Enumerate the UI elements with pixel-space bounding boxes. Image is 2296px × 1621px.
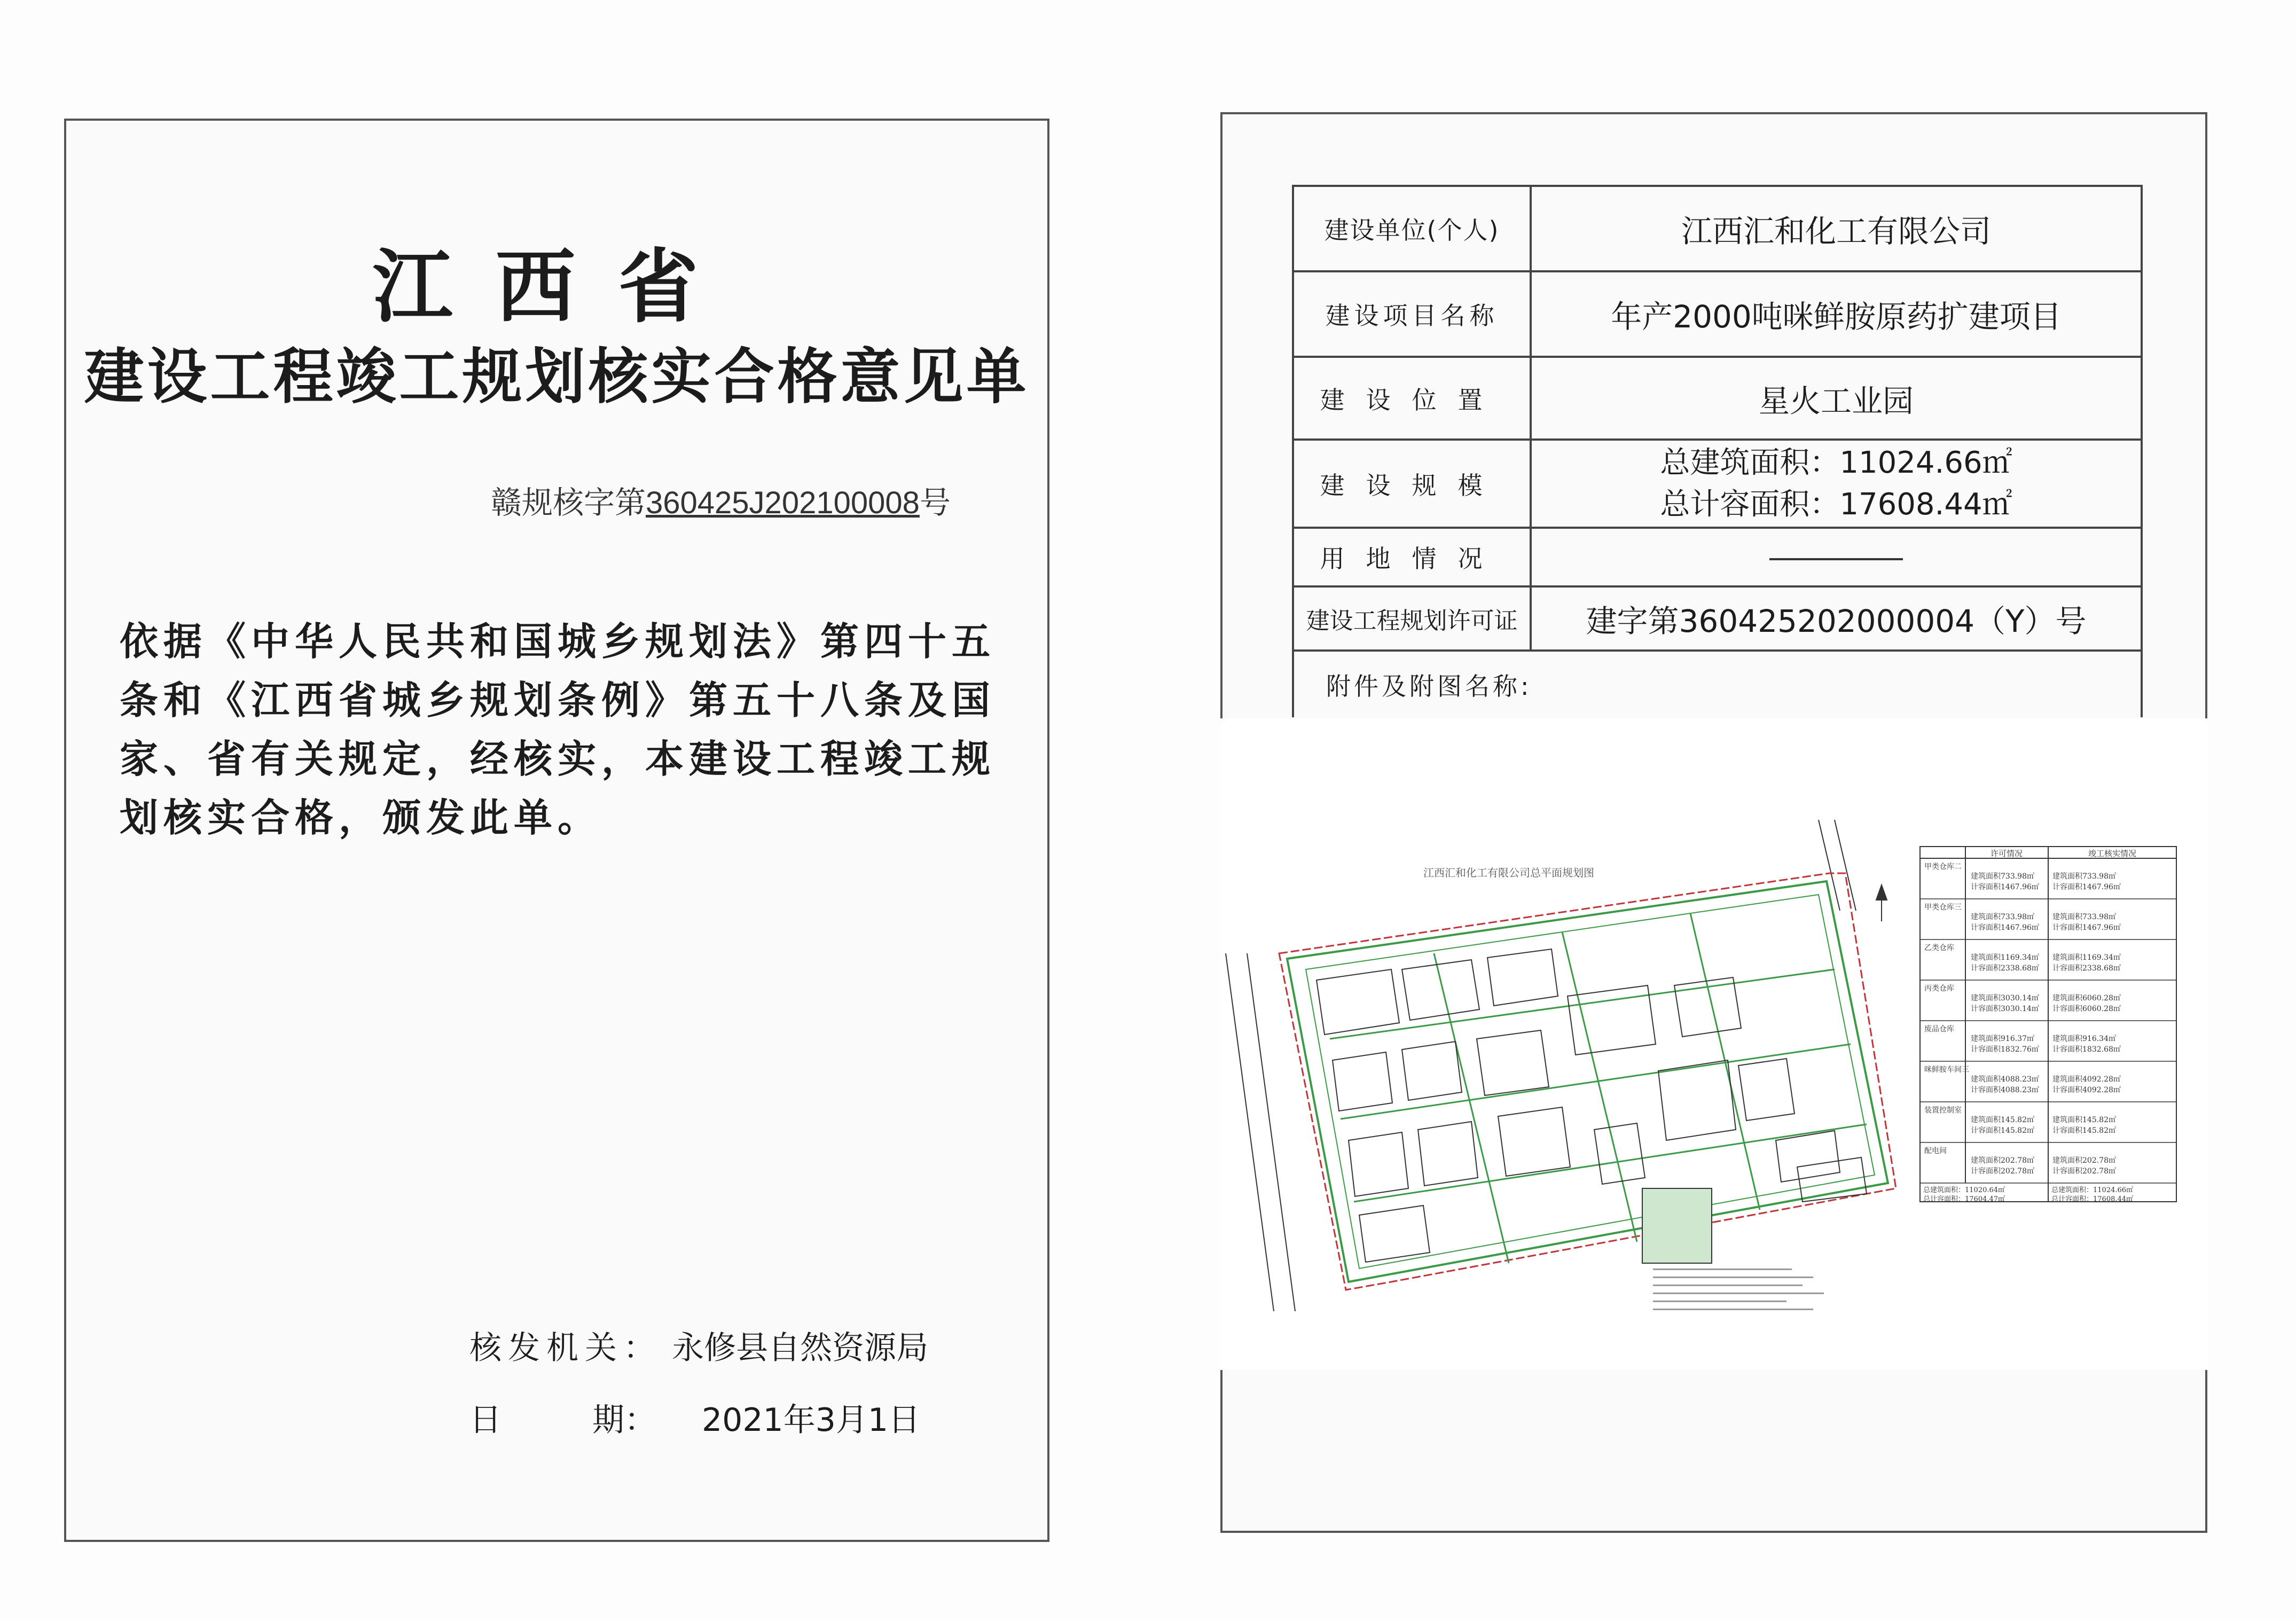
table-row — [1293, 357, 2142, 440]
verified-floor-area: 建筑面积1169.34㎡ — [2052, 953, 2121, 962]
date-label-2: 期： — [592, 1401, 656, 1439]
permit-floor-area: 建筑面积733.98㎡ — [1971, 872, 2034, 881]
area-comparison-table — [1920, 847, 2176, 1202]
total-floor-area: 总建筑面积：11024.66㎡ — [1660, 445, 2012, 480]
row-value: 江西汇和化工有限公司 — [1531, 186, 2142, 271]
issuer-value: 永修县自然资源局 — [672, 1329, 929, 1367]
issuer-label: 核发机关： — [469, 1329, 662, 1367]
table-row — [1293, 186, 2142, 271]
table-row — [1293, 440, 2142, 528]
building-name: 乙类仓库 — [1924, 944, 1954, 952]
verified-floor-area: 建筑面积733.98㎡ — [2052, 913, 2116, 921]
permit-plot-area: 计容面积4088.23㎡ — [1971, 1086, 2039, 1094]
table-row — [1293, 271, 2142, 357]
site-plan-title: 江西汇和化工有限公司总平面规划图 — [1423, 866, 1594, 879]
green-space — [1642, 1188, 1712, 1263]
permit-floor-area: 建筑面积916.37㎡ — [1971, 1035, 2034, 1043]
empty-dash — [1769, 558, 1903, 560]
verified-plot-area: 计容面积2338.68㎡ — [2052, 964, 2121, 973]
verified-floor-area: 建筑面积6060.28㎡ — [2052, 994, 2121, 1003]
total-permit: 总建筑面积：11020.64㎡ — [1923, 1186, 2005, 1194]
permit-plot-area: 计容面积145.82㎡ — [1971, 1126, 2034, 1135]
document-title: 建设工程竣工规划核实合格意见单 — [84, 342, 1030, 412]
certificate-left-page — [64, 119, 1049, 1542]
total-plot-area: 总计容面积：17608.44㎡ — [1660, 487, 2012, 522]
verified-floor-area: 建筑面积916.34㎡ — [2052, 1035, 2116, 1043]
building-name: 丙类仓库 — [1924, 984, 1954, 993]
permit-plot-area: 计容面积202.78㎡ — [1971, 1167, 2034, 1176]
verified-plot-area: 计容面积1467.96㎡ — [2052, 923, 2121, 932]
date-label-1: 日 — [469, 1401, 501, 1439]
row-label: 建设项目名称 — [1293, 271, 1531, 357]
row-label: 用地情况 — [1293, 528, 1531, 586]
row-value — [1531, 528, 2142, 586]
doc-number-prefix: 赣规核字第 — [491, 484, 646, 521]
permit-plot-area: 计容面积3030.14㎡ — [1971, 1005, 2039, 1013]
date-line — [469, 1395, 920, 1440]
verified-floor-area: 建筑面积733.98㎡ — [2052, 872, 2116, 881]
verified-floor-area: 建筑面积145.82㎡ — [2052, 1116, 2116, 1124]
verified-plot-area: 计容面积6060.28㎡ — [2052, 1005, 2121, 1013]
permit-floor-area: 建筑面积1169.34㎡ — [1971, 953, 2039, 962]
verified-plot-area: 计容面积202.78㎡ — [2052, 1167, 2116, 1176]
verified-plot-area: 计容面积1467.96㎡ — [2052, 883, 2121, 891]
table-row — [1293, 586, 2142, 651]
province-heading: 江西省 — [372, 241, 741, 334]
site-plan-drawing — [1220, 718, 2207, 1370]
building-name: 甲类仓库三 — [1924, 903, 1962, 912]
permit-floor-area: 建筑面积4088.23㎡ — [1971, 1075, 2039, 1084]
verified-floor-area: 建筑面积202.78㎡ — [2052, 1156, 2116, 1165]
permit-floor-area: 建筑面积733.98㎡ — [1971, 913, 2034, 921]
attachments-label: 附件及附图名称: — [1293, 651, 2142, 717]
row-label: 建设单位(个人) — [1293, 186, 1531, 271]
verified-plot-area: 计容面积1832.68㎡ — [2052, 1045, 2121, 1054]
permit-floor-area: 建筑面积3030.14㎡ — [1971, 994, 2039, 1003]
row-label: 建设规模 — [1293, 440, 1531, 528]
building-name: 咪鲜胺车间三 — [1924, 1066, 1969, 1074]
document-number — [491, 477, 951, 522]
issuer-line — [469, 1322, 928, 1368]
table-header-permit: 许可情况 — [1990, 849, 2023, 858]
verified-plot-area: 计容面积4092.28㎡ — [2052, 1086, 2121, 1094]
permit-plot-area: 计容面积1467.96㎡ — [1971, 923, 2039, 932]
date-value: 2021年3月1日 — [702, 1401, 921, 1439]
row-value: 建字第360425202000004（Y）号 — [1531, 586, 2142, 651]
row-value: 年产2000吨咪鲜胺原药扩建项目 — [1531, 271, 2142, 357]
building-name: 装置控制室 — [1924, 1106, 1962, 1115]
row-label: 建设位置 — [1293, 357, 1531, 440]
row-value — [1531, 440, 2142, 528]
row-label: 建设工程规划许可证 — [1293, 586, 1531, 651]
total-permit: 总计容面积：17604.47㎡ — [1923, 1195, 2005, 1203]
row-value: 星火工业园 — [1531, 357, 2142, 440]
building-name: 配电间 — [1924, 1147, 1947, 1155]
permit-plot-area: 计容面积2338.68㎡ — [1971, 964, 2039, 973]
table-row — [1293, 528, 2142, 586]
building-name: 废品仓库 — [1924, 1025, 1954, 1033]
doc-number-suffix: 号 — [919, 484, 951, 521]
verified-floor-area: 建筑面积4092.28㎡ — [2052, 1075, 2121, 1084]
permit-plot-area: 计容面积1832.76㎡ — [1971, 1045, 2039, 1054]
project-info-table — [1292, 185, 2143, 717]
total-verified: 总建筑面积：11024.66㎡ — [2051, 1186, 2134, 1194]
verified-plot-area: 计容面积145.82㎡ — [2052, 1126, 2116, 1135]
permit-plot-area: 计容面积1467.96㎡ — [1971, 883, 2039, 891]
total-verified: 总计容面积：17608.44㎡ — [2051, 1195, 2134, 1203]
table-header-verified: 竣工核实情况 — [2088, 849, 2137, 858]
permit-floor-area: 建筑面积145.82㎡ — [1971, 1116, 2034, 1124]
table-row — [1293, 651, 2142, 717]
permit-floor-area: 建筑面积202.78㎡ — [1971, 1156, 2034, 1165]
body-paragraph: 依据《中华人民共和国城乡规划法》第四十五条和《江西省城乡规划条例》第五十八条及国家、省有关规定，经核实，本建设工程竣工规划核实合格，颁发此单。 — [120, 619, 996, 840]
building-name: 甲类仓库二 — [1924, 863, 1962, 871]
doc-number-value: 360425J202100008 — [646, 485, 920, 520]
